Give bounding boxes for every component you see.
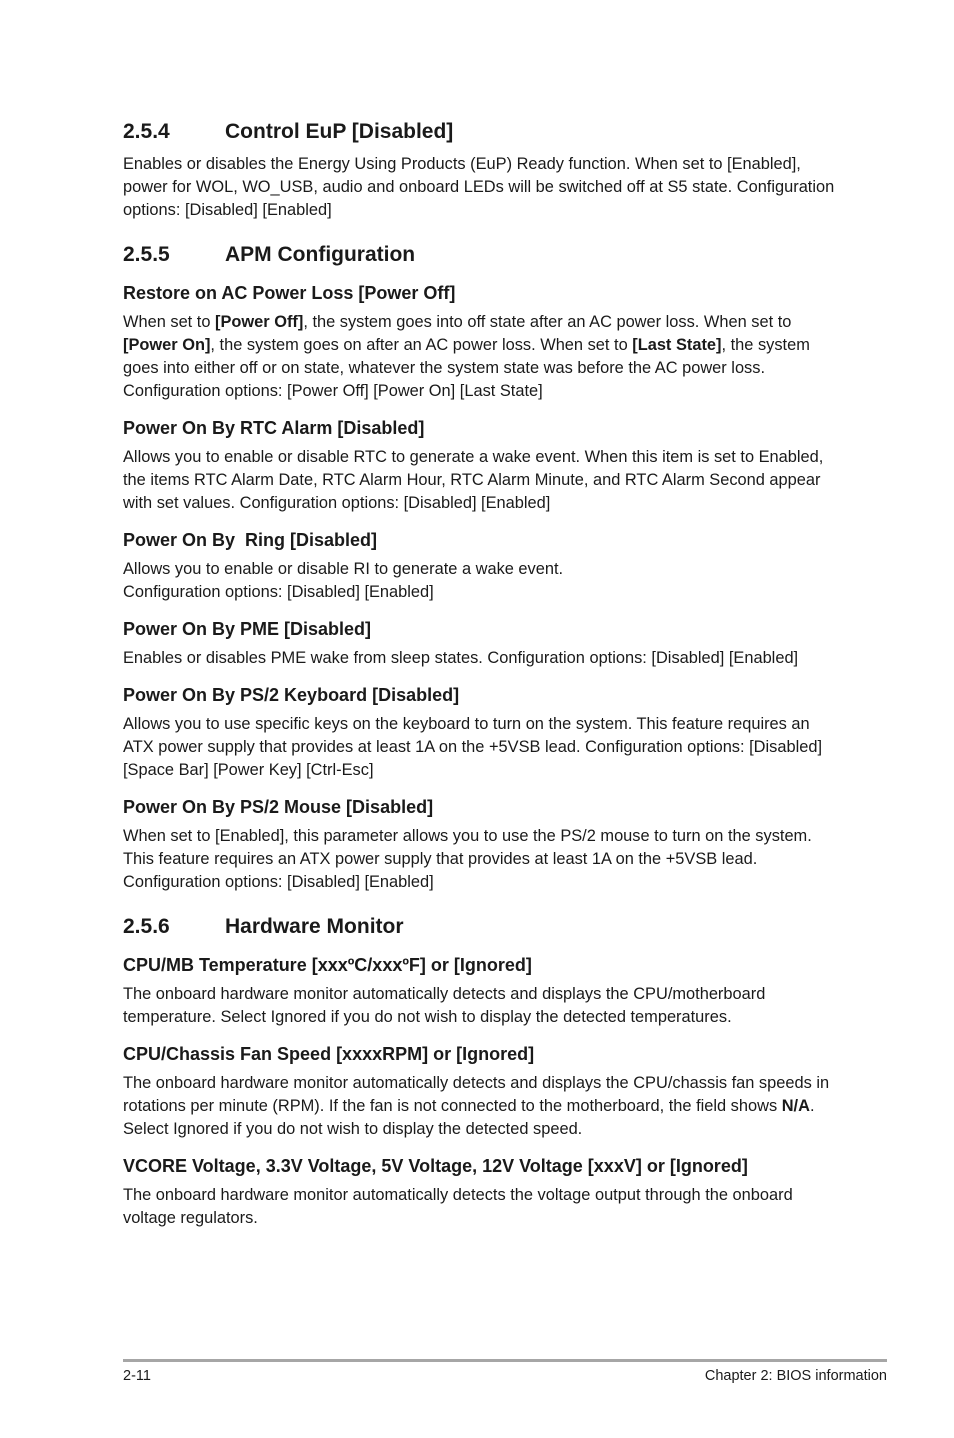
page-content [123, 119, 843, 1230]
item-heading-ps2-keyboard: Power On By PS/2 Keyboard [Disabled] [123, 685, 460, 705]
pme-description: Enables or disables PME wake from sleep states. Configuration options: [Disabled] [Enabled] [123, 649, 799, 667]
control-eup-description: Enables or disables the Energy Using Products (EuP) Ready function. When set to [Enabled], power for WOL, WO_USB, audio and onboard LEDs will be switched off at S5 state. Configuration options: [Disabled] [Enabled] [123, 155, 835, 219]
cpu-mb-temperature-description: The onboard hardware monitor automatically detects and displays the CPU/motherboard temperature. Select Ignored if you do not wish to display the detected temperatures. [123, 985, 766, 1026]
item-heading-ring: Power On By Ring [Disabled] [123, 530, 378, 550]
section-number: 2.5.5 [123, 243, 170, 266]
ring-description: Allows you to enable or disable RI to generate a wake event. Configuration options: [Disabled] [Enabled] [123, 560, 564, 601]
page-number: 2-11 [123, 1368, 151, 1384]
restore-ac-power-loss-description: When set to [Power Off], the system goes into off state after an AC power loss. When set to [Power On], the system goes on after an AC power loss. When set to [Last State], the system goes into either off or on state, whatever the system state was before the AC power loss. Configuration options: [Power Off] [Power On] [Last State] [123, 313, 810, 400]
section-number: 2.5.4 [123, 120, 170, 143]
section-title: APM Configuration [225, 243, 416, 266]
section-heading-hardware-monitor [123, 914, 843, 940]
ps2-keyboard-description: Allows you to use specific keys on the keyboard to turn on the system. This feature requires an ATX power supply that provides at least 1A on the +5VSB lead. Configuration options: [Disabled] [Space Bar] [Power Key] [Ctrl-Esc] [123, 715, 822, 779]
section-number: 2.5.6 [123, 915, 170, 938]
fan-speed-description: The onboard hardware monitor automatically detects and displays the CPU/chassis fan speeds in rotations per minute (RPM). If the fan is not connected to the motherboard, the field shows N/A. Select Ignored if you do not wish to display the detected speed. [123, 1074, 830, 1138]
voltage-description: The onboard hardware monitor automatically detects the voltage output through the onboard voltage regulators. [123, 1186, 793, 1227]
item-heading-voltage: VCORE Voltage, 3.3V Voltage, 5V Voltage, 12V Voltage [xxxV] or [Ignored] [123, 1156, 748, 1176]
item-heading-fan-speed: CPU/Chassis Fan Speed [xxxxRPM] or [Ignored] [123, 1044, 535, 1064]
section-title: Hardware Monitor [225, 915, 404, 938]
ps2-mouse-description: When set to [Enabled], this parameter allows you to use the PS/2 mouse to turn on the system. This feature requires an ATX power supply that provides at least 1A on the +5VSB lead. Configuration options: [Disabled] [Enabled] [123, 827, 812, 891]
item-heading-pme: Power On By PME [Disabled] [123, 619, 372, 639]
item-heading-ps2-mouse: Power On By PS/2 Mouse [Disabled] [123, 797, 434, 817]
section-title: Control EuP [Disabled] [225, 120, 454, 143]
item-heading-cpu-mb-temperature: CPU/MB Temperature [xxxºC/xxxºF] or [Ignored] [123, 955, 532, 975]
section-heading-apm-configuration [123, 242, 843, 268]
footer-divider [123, 1359, 887, 1362]
item-heading-restore-ac-power-loss: Restore on AC Power Loss [Power Off] [123, 283, 456, 303]
rtc-alarm-description: Allows you to enable or disable RTC to generate a wake event. When this item is set to Enabled, the items RTC Alarm Date, RTC Alarm Hour, RTC Alarm Minute, and RTC Alarm Second appear with set values. Configuration options: [Disabled] [Enabled] [123, 448, 824, 512]
section-heading-control-eup [123, 119, 843, 145]
chapter-title: Chapter 2: BIOS information [704, 1368, 887, 1384]
item-heading-rtc-alarm: Power On By RTC Alarm [Disabled] [123, 418, 425, 438]
